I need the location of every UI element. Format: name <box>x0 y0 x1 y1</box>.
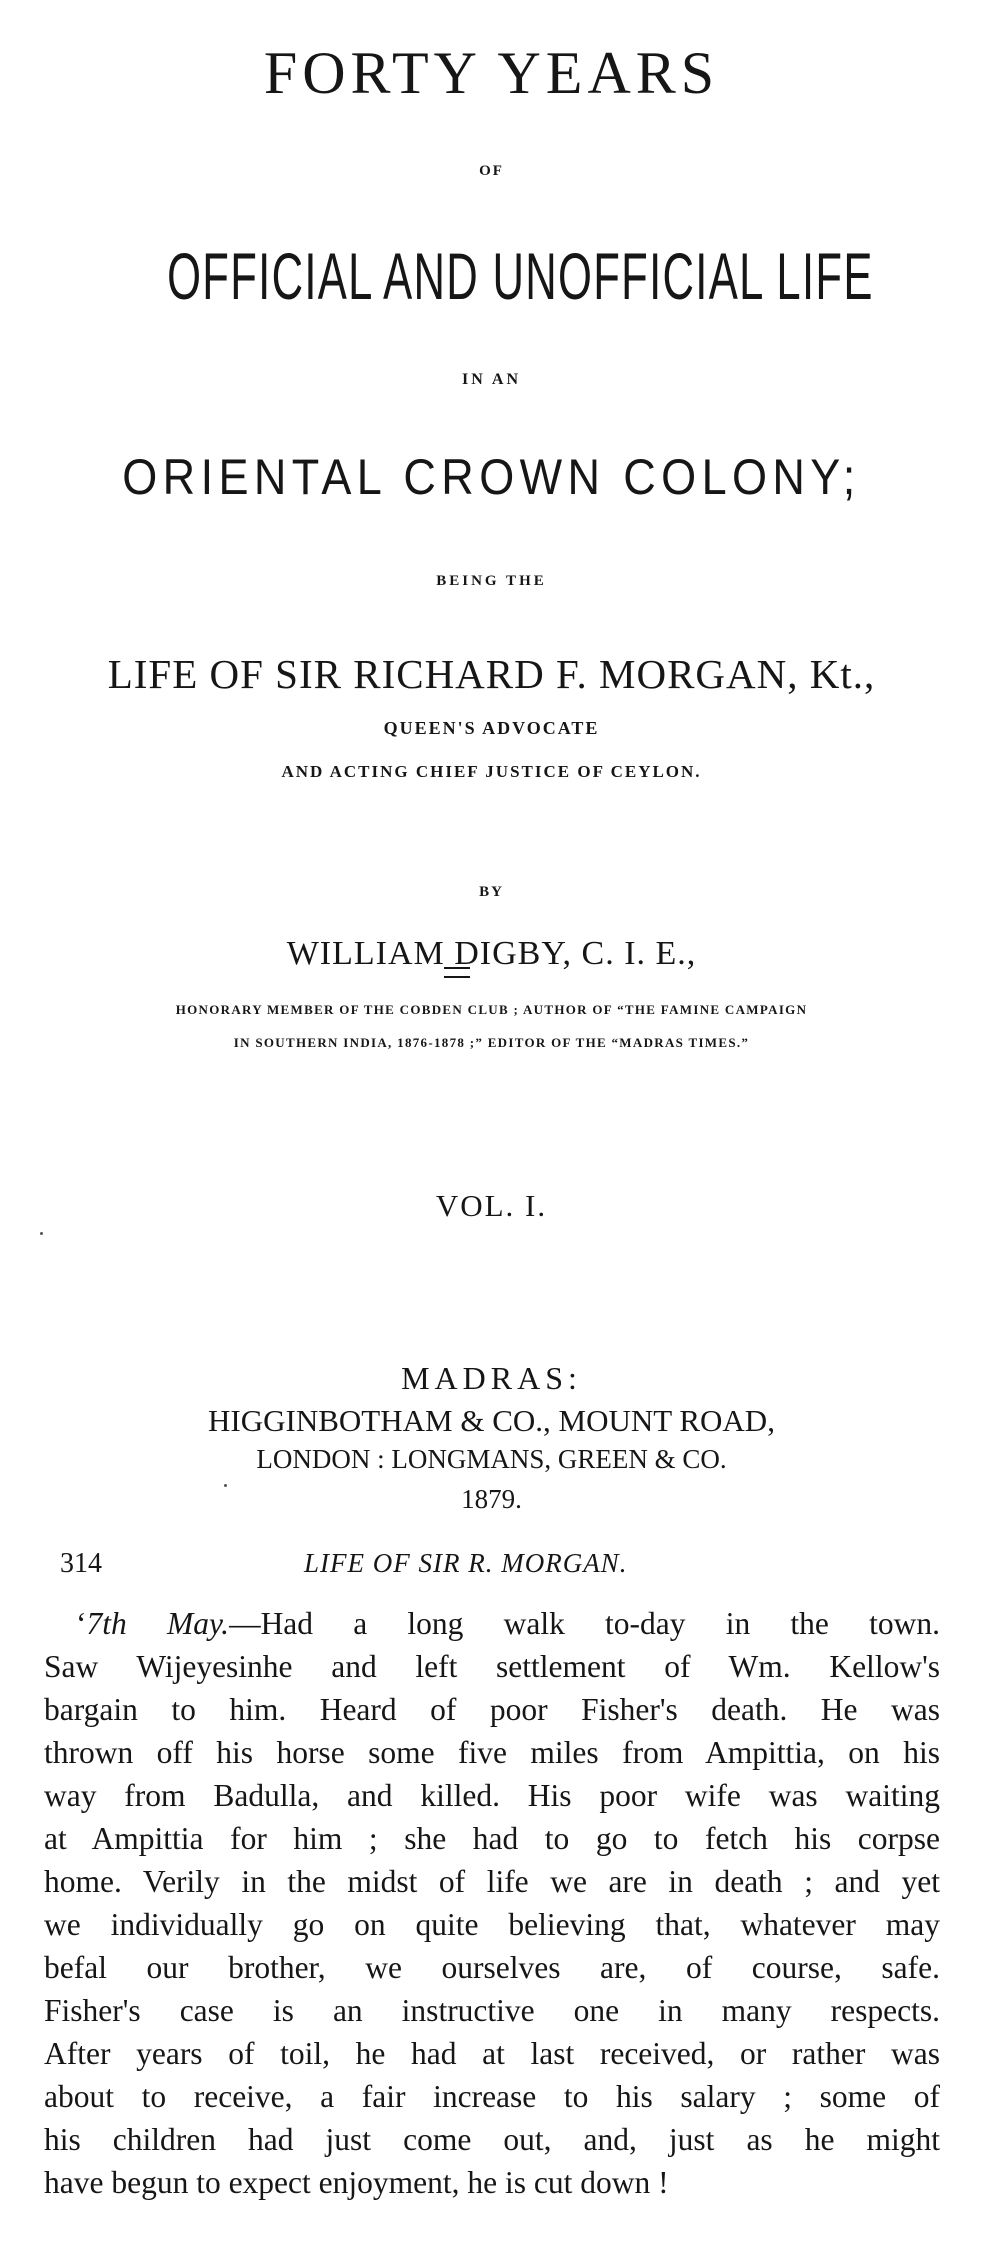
publisher: HIGGINBOTHAM & CO., MOUNT ROAD, <box>208 1403 775 1438</box>
subject-title-2: AND ACTING CHIEF JUSTICE OF CEYLON. <box>281 762 702 781</box>
subject-title-1: QUEEN'S ADVOCATE <box>383 718 600 738</box>
body-line: way from Badulla, and killed. His poor wife was waiting <box>44 1778 940 1813</box>
body-line: befal our brother, we ourselves are, of course, safe. <box>44 1950 940 1985</box>
title-connector-in-an: IN AN <box>461 371 521 388</box>
body-line: ‘7th May.—Had a long walk to-day in the town. <box>76 1606 940 1641</box>
publication-place: MADRAS: <box>401 1360 582 1396</box>
book-title-line-1: FORTY YEARS <box>263 40 720 106</box>
body-line: bargain to him. Heard of poor Fisher's death. He was <box>44 1692 940 1727</box>
body-line: Saw Wijeyesinhe and left settlement of Wm. Kellow's <box>44 1649 940 1684</box>
volume-label: VOL. I. <box>435 1188 548 1223</box>
book-title-line-2: OFFICIAL AND UNOFFICIAL LIFE <box>167 239 874 313</box>
body-line: Fisher's case is an instructive one in many respects. <box>44 1993 940 2028</box>
body-line: After years of toil, he had at last received, or rather was <box>44 2036 940 2071</box>
author-credit-1: HONORARY MEMBER OF THE COBDEN CLUB ; AUTHOR OF “THE FAMINE CAMPAIGN <box>175 1002 808 1017</box>
body-line-text: —Had a long walk to-day in the town. <box>229 1606 940 1641</box>
running-head: LIFE OF SIR R. MORGAN. <box>304 1548 628 1578</box>
page-number: 314 <box>60 1548 102 1579</box>
paper-speck <box>40 1232 43 1235</box>
body-line: about to receive, a fair increase to his salary ; some of <box>44 2079 940 2114</box>
body-paragraph <box>44 1602 940 2204</box>
by-label: BY <box>479 884 504 900</box>
body-line: thrown off his horse some five miles from Ampittia, on his <box>44 1735 940 1770</box>
author-name: WILLIAM DIGBY, C. I. E., <box>286 935 697 972</box>
title-connector-being-the: BEING THE <box>436 573 547 589</box>
body-line: have begun to expect enjoyment, he is cut down ! <box>44 2165 669 2200</box>
co-publisher: LONDON : LONGMANS, GREEN & CO. <box>256 1444 727 1474</box>
body-line: at Ampittia for him ; she had to go to fetch his corpse <box>44 1821 940 1856</box>
title-connector-of: OF <box>479 163 504 179</box>
book-title-line-3: ORIENTAL CROWN COLONY; <box>122 449 861 505</box>
body-line: home. Verily in the midst of life we are in death ; and yet <box>44 1864 940 1899</box>
book-subject: LIFE OF SIR RICHARD F. MORGAN, Kt., <box>107 651 876 697</box>
date-label: 7th May. <box>86 1606 230 1641</box>
author-credit-2: IN SOUTHERN INDIA, 1876-1878 ;” EDITOR OF THE “MADRAS TIMES.” <box>233 1035 750 1050</box>
author-underline-mark <box>444 967 470 978</box>
body-line: his children had just come out, and, just as he might <box>44 2122 940 2157</box>
publication-year: 1879. <box>461 1484 522 1514</box>
body-line: we individually go on quite believing that, whatever may <box>44 1907 940 1942</box>
